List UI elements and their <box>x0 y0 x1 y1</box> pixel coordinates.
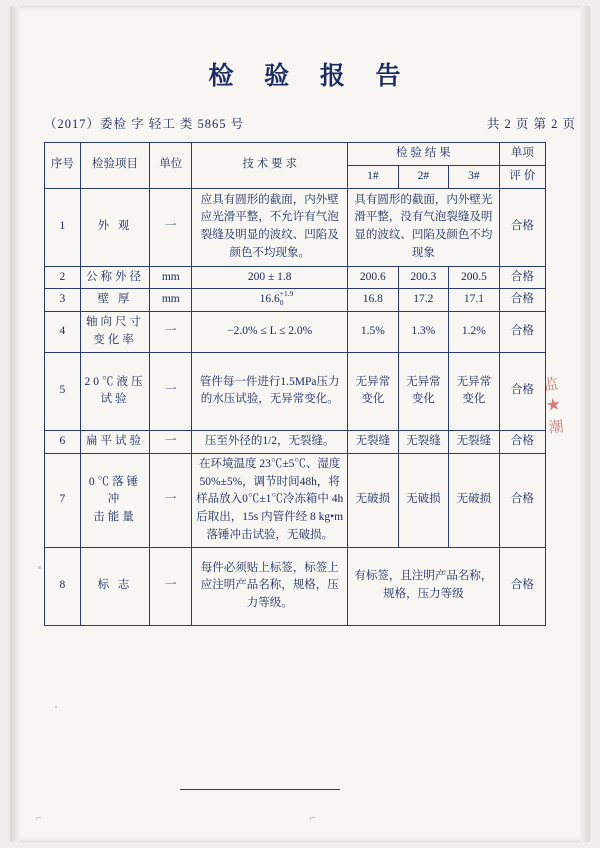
cell-unit: 一 <box>150 352 192 430</box>
table-body <box>45 188 546 625</box>
cell-eval: 合格 <box>499 266 545 289</box>
cell-result-2: 17.2 <box>398 289 449 312</box>
stamp-star-icon: ★ <box>544 394 563 417</box>
cell-result-2: 无裂缝 <box>398 430 449 453</box>
table-row <box>45 312 546 353</box>
cell-requirement: 16.6 +1.9 0 <box>192 289 348 312</box>
header-no: 序号 <box>45 143 81 189</box>
stamp-char-2: 潮 <box>547 417 565 438</box>
header-results-group: 检 验 结 果 <box>348 143 500 166</box>
cell-result-3: 无裂缝 <box>449 430 500 453</box>
inspection-table <box>44 142 546 626</box>
cell-unit: mm <box>150 289 192 312</box>
cell-eval: 合格 <box>499 453 545 547</box>
cell-eval: 合格 <box>499 289 545 312</box>
paper-speck <box>38 566 41 569</box>
cell-eval: 合格 <box>499 312 545 353</box>
stamp-char-1: 监 <box>542 374 560 395</box>
report-meta <box>44 114 576 132</box>
cell-no: 8 <box>45 547 81 625</box>
header-unit: 单位 <box>150 143 192 189</box>
cell-unit: 一 <box>150 188 192 266</box>
table-row <box>45 453 546 547</box>
cell-result-merged: 有标签，且注明产品名称，规格，压力等级 <box>348 547 500 625</box>
table-row <box>45 352 546 430</box>
table-row <box>45 266 546 289</box>
cell-requirement: −2.0% ≤ L ≤ 2.0% <box>192 312 348 353</box>
cell-requirement: 管件每一件进行1.5MPa压力的水压试验，无异常变化。 <box>192 352 348 430</box>
cell-item: 20℃液压 试验 <box>80 352 149 430</box>
cell-result-2: 200.3 <box>398 266 449 289</box>
cell-result-2: 无破损 <box>398 453 449 547</box>
cell-requirement: 200 ± 1.8 <box>192 266 348 289</box>
cell-result-1: 1.5% <box>348 312 399 353</box>
cell-result-3: 无异常 变化 <box>449 352 500 430</box>
table-row <box>45 547 546 625</box>
header-eval-group: 单项 <box>499 143 545 166</box>
header-result-2: 2# <box>398 165 449 188</box>
table-row <box>45 289 546 312</box>
cell-no: 1 <box>45 188 81 266</box>
cell-result-merged: 具有圆形的截面，内外壁光滑平整，没有气泡裂缝及明显的波纹、凹陷及颜色不均现象 <box>348 188 500 266</box>
header-result-1: 1# <box>348 165 399 188</box>
table-row <box>45 430 546 453</box>
cell-unit: 一 <box>150 547 192 625</box>
cell-result-1: 无异常 变化 <box>348 352 399 430</box>
cell-item: 标 志 <box>80 547 149 625</box>
cell-eval: 合格 <box>499 547 545 625</box>
cell-no: 7 <box>45 453 81 547</box>
page-indicator: 共 2 页 第 2 页 <box>486 117 576 131</box>
cell-eval: 合格 <box>499 188 545 266</box>
cell-result-1: 无裂缝 <box>348 430 399 453</box>
cell-result-3: 无破损 <box>449 453 500 547</box>
paper-sheet <box>10 6 590 842</box>
cell-result-1: 16.8 <box>348 289 399 312</box>
paper-right-edge <box>580 6 590 842</box>
cell-item: 外 观 <box>80 188 149 266</box>
cell-unit: 一 <box>150 453 192 547</box>
cell-result-3: 200.5 <box>449 266 500 289</box>
cell-no: 6 <box>45 430 81 453</box>
header-eval-sub: 评 价 <box>499 165 545 188</box>
cell-unit: 一 <box>150 312 192 353</box>
cell-eval: 合格 <box>499 430 545 453</box>
cell-item: 扁平试验 <box>80 430 149 453</box>
cell-result-2: 1.3% <box>398 312 449 353</box>
cell-no: 2 <box>45 266 81 289</box>
corner-mark-center: ⌐ <box>310 813 316 824</box>
cell-item: 公称外径 <box>80 266 149 289</box>
cell-unit: mm <box>150 266 192 289</box>
report-body <box>44 26 576 836</box>
header-item: 检验项目 <box>80 143 149 189</box>
cell-item: 壁 厚 <box>80 289 149 312</box>
cell-no: 3 <box>45 289 81 312</box>
cell-item: 0℃落锤冲 击能量 <box>80 453 149 547</box>
cell-no: 4 <box>45 312 81 353</box>
footer-rule <box>180 789 340 790</box>
report-code: （2017）委检 字 轻工 类 5865 号 <box>44 117 245 131</box>
cell-result-3: 17.1 <box>449 289 500 312</box>
cell-result-1: 200.6 <box>348 266 399 289</box>
cell-no: 5 <box>45 352 81 430</box>
table-row <box>45 188 546 266</box>
corner-mark-left: ⌐ <box>36 813 42 824</box>
cell-unit: 一 <box>150 430 192 453</box>
cell-item: 轴向尺寸 变化率 <box>80 312 149 353</box>
cell-requirement: 每件必须贴上标签，标签上应注明产品名称，规格，压力等级。 <box>192 547 348 625</box>
cell-requirement: 压至外径的1/2，无裂缝。 <box>192 430 348 453</box>
cell-result-3: 1.2% <box>449 312 500 353</box>
cell-requirement: 在环境温度 23℃±5℃、湿度50%±5%，调节时间48h，将样品放入0℃±1℃冷冻箱中 4h 后取出，15s 内管件经 8 kg•m落锤冲击试验，无破损。 <box>192 453 348 547</box>
page-title: 检 验 报 告 <box>208 61 412 90</box>
cell-result-1: 无破损 <box>348 453 399 547</box>
table-header-row-1 <box>45 143 546 166</box>
header-requirement: 技 术 要 求 <box>192 143 348 189</box>
cell-eval: 合格 <box>499 352 545 430</box>
cell-result-2: 无异常 变化 <box>398 352 449 430</box>
header-result-3: 3# <box>449 165 500 188</box>
cell-requirement: 应具有圆形的截面，内外壁应光滑平整，不允许有气泡裂缝及明显的波纹、凹陷及颜色不均现象。 <box>192 188 348 266</box>
paper-left-edge <box>10 6 20 842</box>
